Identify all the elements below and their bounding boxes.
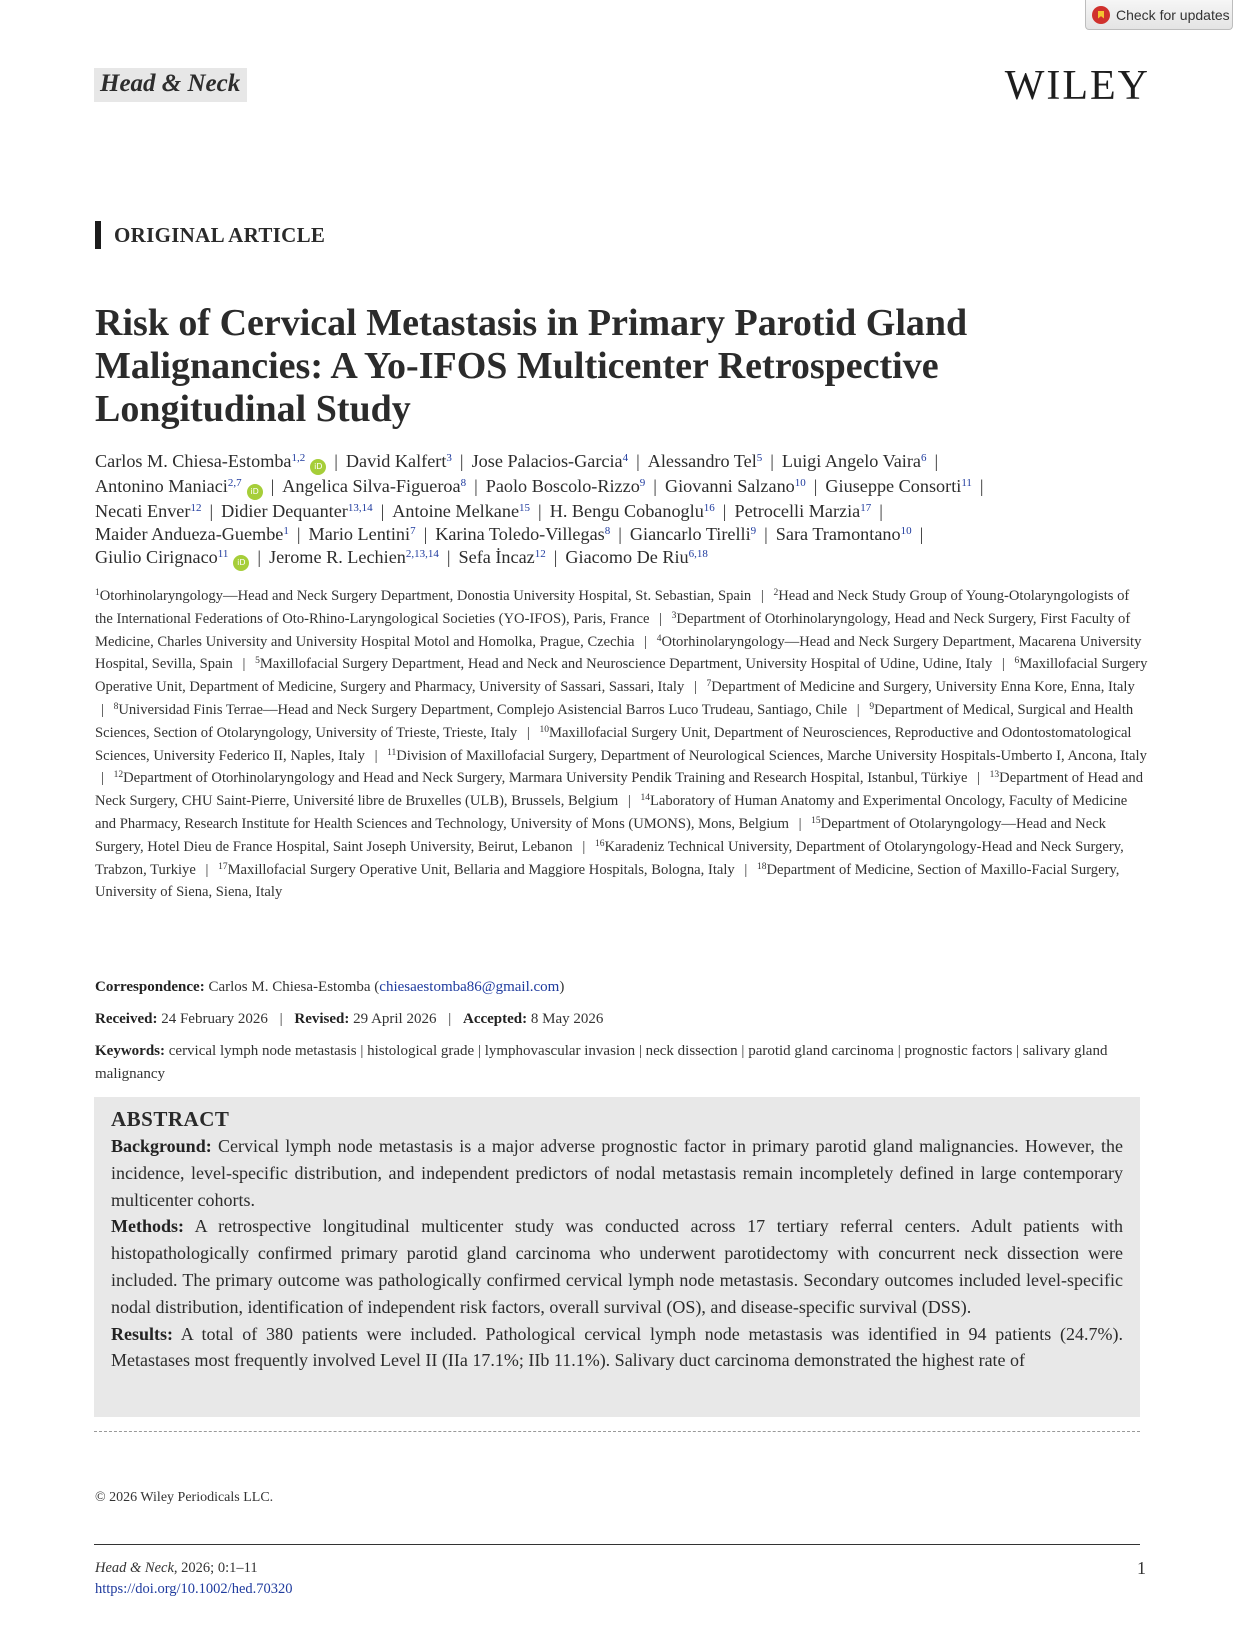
affiliation-number: 12 — [113, 770, 124, 781]
author-separator: | — [636, 451, 640, 471]
affiliation-separator: | — [101, 770, 104, 787]
author — [95, 451, 326, 471]
affiliation-number: 6 — [1014, 656, 1020, 667]
accepted-date: 8 May 2026 — [530, 1011, 604, 1027]
author-affiliation-ref[interactable]: 6 — [920, 452, 927, 464]
affiliation-number: 10 — [539, 724, 549, 735]
affiliation — [114, 770, 968, 786]
affiliation — [218, 862, 735, 878]
author-name: Jerome R. Lechien — [269, 547, 406, 567]
affiliation-separator: | — [205, 861, 209, 878]
author-name: Antonino Maniaci — [95, 476, 228, 496]
affiliation-separator: | — [693, 679, 697, 696]
affiliation-text: Maxillofacial Surgery Operative Unit, Department of Medicine, Surgery and Pharmacy, University of Sassari, Sassari, Italy — [95, 656, 1148, 696]
author-affiliation-ref[interactable]: 5 — [756, 452, 763, 464]
keyword-separator: | — [1012, 1043, 1023, 1059]
author-name: Paolo Boscolo-Rizzo — [485, 476, 640, 496]
author — [565, 547, 708, 567]
author-separator: | — [879, 501, 883, 521]
author-affiliation-ref[interactable]: 6,18 — [688, 548, 708, 560]
author-affiliation-ref[interactable]: 12 — [190, 502, 202, 514]
affiliation-separator: | — [977, 770, 981, 787]
affiliation-separator: | — [659, 610, 663, 627]
author-separator: | — [446, 547, 451, 567]
author-affiliation-ref[interactable]: 2,7 — [227, 477, 242, 489]
page-number: 1 — [1137, 1558, 1146, 1578]
author-name: Giancarlo Tirelli — [629, 524, 751, 544]
author — [782, 451, 927, 471]
author-name: Jose Palacios-Garcia — [471, 451, 623, 471]
abstract-results — [111, 1321, 1123, 1375]
author — [392, 501, 530, 521]
author-list — [95, 450, 1155, 571]
affiliation-text: Maxillofacial Surgery Unit, Department of Neurosciences, Reproductive and Odontostomatological Sciences, University Federico II, Naples, Italy — [95, 724, 1132, 764]
abstract-background — [111, 1133, 1123, 1213]
abstract-heading: ABSTRACT — [111, 1107, 230, 1131]
author-name: Mario Lentini — [308, 524, 411, 544]
author — [95, 524, 289, 544]
keyword: lymphovascular invasion — [484, 1043, 636, 1059]
affiliation-number: 18 — [756, 861, 767, 872]
footer-rule — [94, 1544, 1140, 1545]
affiliation-number: 1 — [95, 588, 100, 598]
author — [825, 476, 972, 496]
orcid-icon[interactable]: iD — [233, 555, 249, 571]
affiliation-number: 5 — [255, 656, 260, 667]
author — [665, 476, 806, 496]
affiliation-separator: | — [101, 701, 104, 718]
abstract-methods — [111, 1213, 1123, 1320]
affiliation-number: 11 — [387, 747, 397, 758]
affiliation-separator: | — [856, 701, 860, 718]
keyword: parotid gland carcinoma — [748, 1043, 894, 1059]
correspondence-label: Correspondence: — [95, 979, 205, 995]
author-affiliation-ref[interactable]: 9 — [639, 477, 646, 489]
correspondence-email-link[interactable]: chiesaestomba86@gmail.com — [379, 979, 560, 995]
affiliation-text: Karadeniz Technical University, Department of Otolaryngology-Head and Neck Surgery, Trabzon, Turkiye — [95, 838, 1124, 878]
author-affiliation-ref[interactable]: 9 — [750, 525, 757, 537]
affiliations — [95, 585, 1150, 904]
author-separator: | — [270, 476, 275, 496]
author-separator: | — [770, 451, 774, 471]
footer-volume: , 2026; 0:1–11 — [173, 1560, 258, 1576]
results-label: Results: — [111, 1323, 173, 1344]
author — [630, 524, 756, 544]
keyword-separator: | — [356, 1043, 368, 1059]
footer-journal: Head & Neck — [95, 1560, 174, 1576]
keywords — [95, 1040, 1150, 1085]
footer-citation — [95, 1560, 258, 1577]
check-for-updates-label: Check for updates — [1116, 6, 1230, 23]
keyword-separator: | — [737, 1043, 749, 1059]
author-separator: | — [296, 524, 301, 544]
affiliation-text: Universidad Finis Terrae—Head and Neck Surgery Department, Complejo Asistencial Barros Luco Trudeau, Santiago, Chile — [118, 701, 848, 718]
received-date: 24 February 2026 — [161, 1011, 268, 1027]
author-affiliation-ref[interactable]: 2,13,14 — [405, 548, 439, 560]
affiliation-separator: | — [798, 815, 802, 832]
author-name: Giulio Cirignaco — [95, 547, 218, 567]
author — [459, 547, 546, 567]
author-affiliation-ref[interactable]: 16 — [703, 502, 715, 514]
affiliation-separator: | — [526, 724, 530, 741]
affiliation-separator: | — [374, 747, 378, 764]
affiliation-number: 15 — [811, 815, 821, 826]
author-name: Carlos M. Chiesa-Estomba — [95, 451, 292, 471]
affiliation-number: 9 — [869, 701, 875, 712]
author — [486, 476, 646, 496]
publisher-logo: WILEY — [1004, 63, 1150, 109]
author-name: Giacomo De Riu — [565, 547, 689, 567]
affiliation — [387, 748, 1147, 764]
doi-link[interactable]: https://doi.org/10.1002/hed.70320 — [95, 1581, 293, 1597]
author-affiliation-ref[interactable]: 8 — [604, 525, 611, 537]
affiliation — [95, 588, 751, 604]
author-separator: | — [919, 524, 924, 544]
affiliation-text: Otorhinolaryngology—Head and Neck Surgery Department, Donostia University Hospital, St. Sebastian, Spain — [99, 588, 752, 604]
author — [435, 524, 610, 544]
affiliation — [114, 702, 848, 718]
author-affiliation-ref[interactable]: 10 — [900, 525, 912, 537]
author-affiliation-ref[interactable]: 10 — [794, 477, 806, 489]
author-separator: | — [979, 476, 984, 496]
affiliation-separator: | — [582, 838, 586, 855]
orcid-icon[interactable]: iD — [310, 459, 326, 475]
revised-label: Revised: — [294, 1011, 350, 1027]
affiliation-separator: | — [760, 588, 764, 604]
author-name: Antoine Melkane — [392, 501, 520, 521]
affiliation — [255, 656, 992, 672]
author-affiliation-ref[interactable]: 13,14 — [347, 502, 373, 514]
author-name: Petrocelli Marzia — [734, 501, 861, 521]
author-name: Maider Andueza-Guembe — [95, 524, 284, 544]
author-name: Karina Toledo-Villegas — [435, 524, 605, 544]
author-affiliation-ref[interactable]: 15 — [519, 502, 531, 514]
keyword: prognostic factors — [904, 1043, 1013, 1059]
author-affiliation-ref[interactable]: 1 — [283, 525, 289, 537]
author-name: Didier Dequanter — [221, 501, 348, 521]
keyword: neck dissection — [645, 1043, 738, 1059]
author-separator: | — [618, 524, 622, 544]
author-separator: | — [813, 476, 818, 496]
author-name: Sara Tramontano — [775, 524, 901, 544]
keyword: histological grade — [367, 1043, 475, 1059]
copyright: © 2026 Wiley Periodicals LLC. — [95, 1490, 274, 1505]
keyword-separator: | — [635, 1043, 646, 1059]
affiliation-number: 8 — [113, 701, 119, 712]
received-label: Received: — [95, 1011, 158, 1027]
correspondence: Correspondence: Carlos M. Chiesa-Estomba (chiesaestomba86@gmail.com) — [95, 979, 565, 995]
affiliation-separator: | — [627, 793, 631, 810]
author — [95, 476, 263, 496]
methods-text: A retrospective longitudinal multicenter study was conducted across 17 tertiary referral centers. Adult patients with histopathologically confirmed primary parotid gland carcinoma who underwent parotidectomy with concurrent neck dissection were included. The primary outcome was pathologically confirmed cervical lymph node metastasis. Secondary outcomes included level-specific nodal distribution, identification of independent risk factors, overall survival (OS), and disease-specific survival (DSS). — [111, 1216, 1123, 1317]
affiliation-text: Department of Medicine and Surgery, University Enna Kore, Enna, Italy — [711, 679, 1135, 696]
article-dates: Received: 24 February 2026 | Revised: 29 April 2026 | Accepted: 8 May 2026 — [95, 1011, 604, 1027]
keyword: cervical lymph node metastasis — [168, 1043, 357, 1059]
keywords-label: Keywords: — [95, 1043, 165, 1059]
author-affiliation-ref[interactable]: 12 — [534, 548, 546, 560]
author-separator: | — [474, 476, 478, 496]
author — [346, 451, 452, 471]
author-name: Luigi Angelo Vaira — [781, 451, 921, 471]
methods-label: Methods: — [111, 1216, 184, 1237]
author — [95, 547, 249, 567]
affiliation-number: 17 — [218, 861, 228, 872]
author — [309, 524, 416, 544]
affiliation-separator: | — [1001, 656, 1005, 673]
author-name: Giuseppe Consorti — [825, 476, 962, 496]
author-affiliation-ref[interactable]: 17 — [860, 502, 872, 514]
author-separator: | — [722, 501, 727, 521]
affiliation-text: Division of Maxillofacial Surgery, Department of Neurological Sciences, Marche University Hospitals-Umberto I, Ancona, Italy — [396, 747, 1147, 764]
affiliation-number: 4 — [656, 633, 662, 644]
page-break-divider — [94, 1431, 1140, 1432]
author-affiliation-ref[interactable]: 1,2 — [291, 452, 306, 464]
affiliation-text: Otorhinolaryngology—Head and Neck Surgery Department, Macarena University Hospital, Sevilla, Spain — [95, 633, 1142, 673]
author-separator: | — [538, 501, 542, 521]
author-separator: | — [553, 547, 558, 567]
orcid-icon[interactable]: iD — [247, 484, 263, 500]
author-name: Necati Enver — [95, 501, 191, 521]
author-name: Alessandro Tel — [647, 451, 757, 471]
author — [95, 501, 201, 521]
affiliation-number: 13 — [989, 770, 1000, 781]
affiliation-text: Department of Otorhinolaryngology, Head and Neck Surgery, First Faculty of Medicine, Charles University and University Hospital Motol and Homolka, Prague, Czechia — [95, 610, 1131, 650]
author-name: Sefa İncaz — [458, 547, 535, 567]
affiliation-number: 16 — [594, 838, 605, 849]
abstract-box — [94, 1097, 1140, 1417]
background-label: Background: — [111, 1136, 212, 1156]
accepted-label: Accepted: — [463, 1011, 528, 1027]
affiliation-text: Maxillofacial Surgery Operative Unit, Bellaria and Maggiore Hospitals, Bologna, Italy — [227, 861, 735, 878]
affiliation-separator: | — [744, 861, 748, 878]
author — [282, 476, 466, 496]
author-separator: | — [423, 524, 428, 544]
author-separator: | — [653, 476, 657, 496]
article-type: ORIGINAL ARTICLE — [95, 221, 325, 249]
author-separator: | — [334, 451, 338, 471]
affiliation-separator: | — [644, 633, 648, 650]
author-affiliation-ref[interactable]: 4 — [622, 452, 629, 464]
affiliation-separator: | — [242, 656, 246, 673]
correspondence-name: Carlos M. Chiesa-Estomba — [208, 979, 371, 995]
author — [269, 547, 439, 567]
crossmark-icon — [1092, 6, 1110, 24]
author-affiliation-ref[interactable]: 3 — [446, 452, 452, 464]
author-affiliation-ref[interactable]: 11 — [217, 548, 229, 560]
check-for-updates-button[interactable] — [1085, 0, 1233, 30]
author-affiliation-ref[interactable]: 11 — [961, 477, 972, 489]
affiliation-number: 14 — [640, 793, 650, 804]
background-text: Cervical lymph node metastasis is a major adverse prognostic factor in primary parotid gland malignancies. However, the incidence, level-specific distribution, and independent predictors of nodal metastasis remain incompletely defined in large contemporary multicenter cohorts. — [111, 1136, 1124, 1210]
keyword: salivary gland malignancy — [95, 1043, 1108, 1082]
author — [776, 524, 912, 544]
author — [472, 451, 629, 471]
author — [221, 501, 373, 521]
affiliation-number: 7 — [706, 679, 712, 690]
affiliation-number: 3 — [671, 610, 677, 621]
author-affiliation-ref[interactable]: 8 — [460, 477, 467, 489]
journal-name: Head & Neck — [94, 68, 247, 102]
revised-date: 29 April 2026 — [353, 1011, 437, 1027]
author — [734, 501, 871, 521]
author-name: David Kalfert — [345, 451, 447, 471]
author — [550, 501, 715, 521]
affiliation-number: 2 — [773, 588, 779, 598]
affiliation-text: Department of Medicine, Section of Maxillo-Facial Surgery, University of Siena, Siena, Italy — [95, 861, 1120, 901]
author-separator: | — [459, 451, 464, 471]
author-name: Giovanni Salzano — [664, 476, 795, 496]
affiliation — [707, 679, 1135, 695]
affiliation-text: Department of Otorhinolaryngology and Head and Neck Surgery, Marmara University Pendik Training and Research Hospital, Istanbul, Türkiye — [123, 770, 968, 787]
author-separator: | — [934, 451, 939, 471]
affiliation-text: Laboratory of Human Anatomy and Experimental Oncology, Faculty of Medicine and Pharmacy, Research Institute for Health Sciences and Technology, University of Mons (UMONS), Mons, Belgium — [95, 793, 1128, 832]
results-text: A total of 380 patients were included. Pathological cervical lymph node metastasis was identified in 94 patients (24.7%). Metastases most frequently involved Level II (IIa 17.1%; IIb 11.1%). Salivary duct carcinoma demonstrated the highest rate of — [111, 1323, 1123, 1371]
author-separator: | — [764, 524, 768, 544]
author-separator: | — [209, 501, 214, 521]
author-name: H. Bengu Cobanoglu — [549, 501, 704, 521]
keyword-list — [95, 1043, 1107, 1082]
keyword-separator: | — [893, 1043, 905, 1059]
affiliation-text: Department of Head and Neck Surgery, CHU Saint-Pierre, Université libre de Bruxelles (ULB), Brussels, Belgium — [95, 770, 1144, 810]
affiliation-text: Department of Medical, Surgical and Health Sciences, Section of Otolaryngology, University of Trieste, Trieste, Italy — [95, 701, 1134, 741]
affiliation-text: Maxillofacial Surgery Department, Head and Neck and Neuroscience Department, University Hospital of Udine, Udine, Italy — [259, 656, 993, 673]
author-affiliation-ref[interactable]: 7 — [410, 525, 416, 537]
affiliation-text: Head and Neck Study Group of Young-Otolaryngologists of the International Federations of Oto-Rhino-Laryngological Societies (YO-IFOS), Paris, France — [95, 588, 1130, 627]
author-name: Angelica Silva-Figueroa — [282, 476, 461, 496]
article-title: Risk of Cervical Metastasis in Primary Parotid Gland Malignancies: A Yo-IFOS Multicenter Retrospective Longitudinal Study — [95, 302, 968, 430]
author-separator: | — [257, 547, 261, 567]
affiliation-text: Department of Otolaryngology—Head and Neck Surgery, Hotel Dieu de France Hospital, Saint Joseph University, Beirut, Lebanon — [95, 815, 1106, 855]
keyword-separator: | — [474, 1043, 485, 1059]
author-separator: | — [380, 501, 385, 521]
author — [648, 451, 763, 471]
